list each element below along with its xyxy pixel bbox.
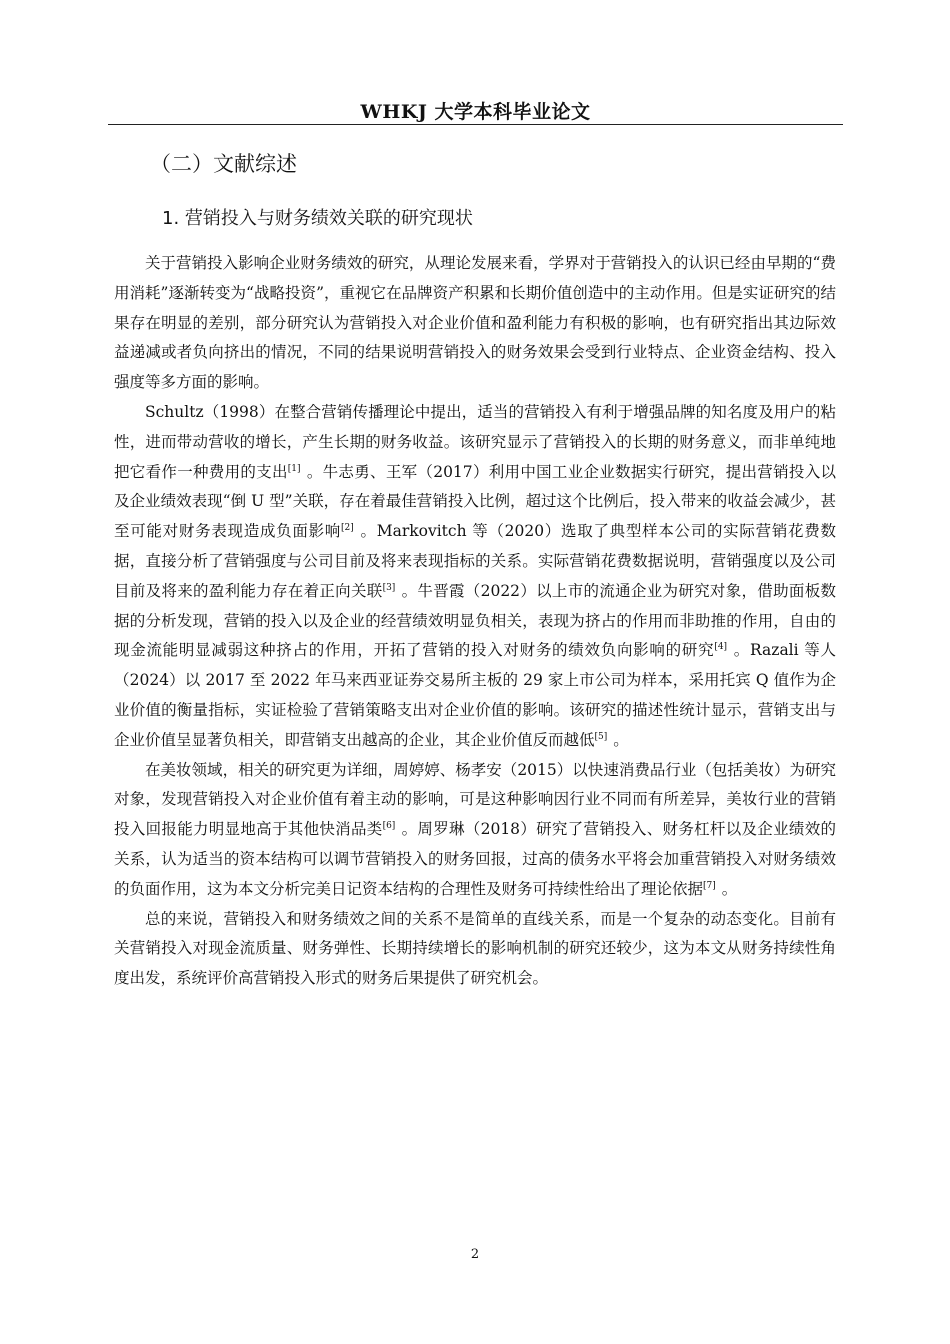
paragraph-text: 。	[613, 730, 629, 749]
body-paragraph	[114, 398, 836, 756]
paragraph-text: 关于营销投入影响企业财务绩效的研究，从理论发展来看，学界对于营销投入的认识已经由早期的“费用消耗”逐渐转变为“战略投资”，重视它在品牌资产积累和长期价值创造中的主动作用。但是实证研究的结果存在明显的差别，部分研究认为营销投入对企业价值和盈利能力有积极的影响，也有研究指出其边际效益递减或者负向挤出的情况，不同的结果说明营销投入的财务效果会受到行业特点、企业资金结构、投入强度等多方面的影响。	[114, 254, 836, 392]
citation-ref: [6]	[382, 821, 396, 832]
paragraph-text: 在美妆领域，相关的研究更为详细，周婷婷、杨孝安（2015）以快速消费品行业（包括美妆）为研究对象，发现营销投入对企业价值有着主动的影响，可是这种影响因行业不同而有所差异，美妆行业的营销投入回报能力明显地高于其他快消品类	[114, 760, 836, 839]
body-paragraph	[114, 756, 836, 905]
body-paragraph	[114, 249, 836, 398]
paragraph-text: 。Markovitch 等（2020）选取了典型样本公司的实际营销花费数据，直接分析了营销强度与公司目前及将来表现指标的关系。实际营销花费数据说明，营销强度以及公司目前及将来的盈利能力存在着正向关联	[114, 522, 836, 600]
section-heading: （二）文献综述	[150, 152, 297, 176]
paragraph-text: 。Razali 等人（2024）以 2017 至 2022 年马来西亚证券交易所主板的 29 家上市公司为样本，采用托宾 Q 值作为企业价值的衡量指标，实证检验了营销策略支出对企业价值的影响。该研究的描述性统计显示，营销支出与企业价值呈显著负相关，即营销支出越高的企业，其企业价值反而越低	[114, 641, 836, 749]
paragraph-text: 。牛志勇、王军（2017）利用中国工业企业数据实行研究，提出营销投入以及企业绩效表现“倒 U 型”关联，存在着最佳营销投入比例，超过这个比例后，投入带来的收益会减少，甚至可能对财务表现造成负面影响	[114, 462, 836, 541]
body-text	[114, 249, 836, 994]
subsection-heading: 1. 营销投入与财务绩效关联的研究现状	[162, 208, 473, 229]
paragraph-text: 。周罗琳（2018）研究了营销投入、财务杠杆以及企业绩效的关系，认为适当的资本结构可以调节营销投入的财务回报，过高的债务水平将会加重营销投入对财务绩效的负面作用，这为本文分析完美日记资本结构的合理性及财务可持续性给出了理论依据	[114, 820, 836, 898]
page-number: 2	[470, 1247, 480, 1262]
paragraph-text: 总的来说，营销投入和财务绩效之间的关系不是简单的直线关系，而是一个复杂的动态变化。目前有关营销投入对现金流质量、财务弹性、长期持续增长的影响机制的研究还较少，这为本文从财务持续性角度出发，系统评价高营销投入形式的财务后果提供了研究机会。	[114, 909, 836, 988]
citation-ref: [7]	[703, 880, 716, 891]
header-divider	[108, 124, 843, 125]
citation-ref: [3]	[382, 582, 396, 593]
citation-ref: [4]	[714, 642, 728, 653]
citation-ref: [5]	[594, 731, 608, 742]
paragraph-text: 。牛晋霞（2022）以上市的流通企业为研究对象，借助面板数据的分析发现，营销的投入以及企业的经营绩效明显负相关，表现为挤占的作用而非助推的作用，自由的现金流能明显减弱这种挤占的作用，开拓了营销的投入对财务的绩效负向影响的研究	[114, 581, 836, 660]
paragraph-text: 。	[721, 879, 738, 898]
body-paragraph	[114, 905, 836, 994]
citation-ref: [2]	[341, 523, 354, 534]
paragraph-text: Schultz（1998）在整合营销传播理论中提出，适当的营销投入有利于增强品牌的知名度及用户的粘性，进而带动营收的增长，产生长期的财务收益。该研究显示了营销投入的长期的财务意义，而非单纯地把它看作一种费用的支出	[114, 402, 836, 481]
citation-ref: [1]	[287, 463, 301, 474]
page-header-title: WHKJ 大学本科毕业论文	[360, 101, 591, 123]
